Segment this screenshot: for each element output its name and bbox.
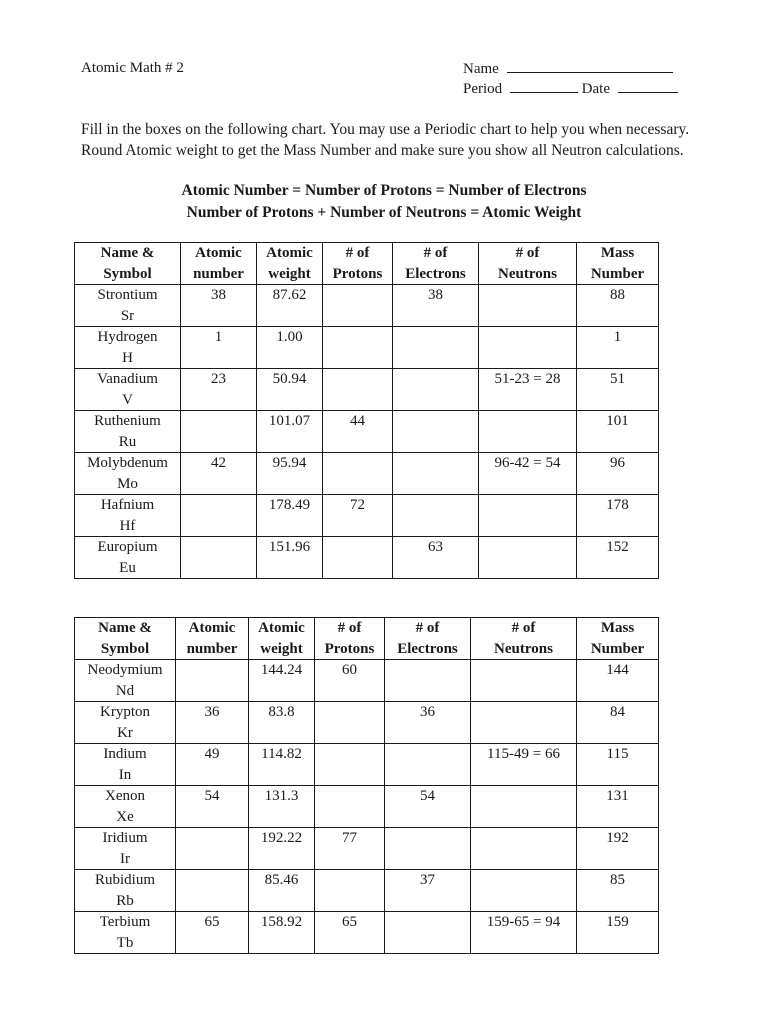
table-row <box>75 702 659 744</box>
cell-mass-number: 1 <box>577 327 659 369</box>
cell-name-symbol <box>75 660 176 702</box>
cell-mass-number: 178 <box>577 495 659 537</box>
table-row <box>75 870 659 912</box>
element-name: Hydrogen <box>97 329 158 345</box>
cell-name-symbol <box>75 912 176 954</box>
column-header-atomic-weight <box>249 618 315 660</box>
cell-protons[interactable] <box>323 327 393 369</box>
column-header-line: number <box>193 265 244 282</box>
cell-electrons[interactable] <box>393 411 479 453</box>
column-header-line: # of <box>423 245 448 261</box>
cell-atomic-number: 38 <box>181 285 257 327</box>
element-symbol: Ru <box>118 433 137 450</box>
cell-atomic-number[interactable] <box>176 828 249 870</box>
cell-neutrons[interactable] <box>479 537 577 579</box>
element-symbol: Rb <box>116 892 134 909</box>
cell-electrons[interactable] <box>385 912 471 954</box>
cell-protons[interactable] <box>323 453 393 495</box>
cell-name-symbol <box>75 537 181 579</box>
element-name: Europium <box>97 539 158 555</box>
table-row <box>75 327 659 369</box>
cell-neutrons: 115-49 = 66 <box>471 744 577 786</box>
cell-name-symbol <box>75 828 176 870</box>
cell-atomic-weight: 144.24 <box>249 660 315 702</box>
cell-atomic-number[interactable] <box>181 537 257 579</box>
table-row <box>75 537 659 579</box>
cell-electrons[interactable] <box>385 744 471 786</box>
cell-protons[interactable] <box>323 285 393 327</box>
cell-atomic-number: 1 <box>181 327 257 369</box>
table-row <box>75 411 659 453</box>
element-name: Ruthenium <box>94 413 161 429</box>
column-header-line: weight <box>260 640 303 657</box>
column-header-line: Number <box>590 265 645 282</box>
cell-electrons: 36 <box>385 702 471 744</box>
column-header-line: # of <box>511 620 536 636</box>
cell-name-symbol <box>75 285 181 327</box>
cell-neutrons: 51-23 = 28 <box>479 369 577 411</box>
column-header-line: Atomic <box>195 245 242 261</box>
element-name: Rubidium <box>94 872 155 888</box>
table-row <box>75 744 659 786</box>
element-name: Krypton <box>100 704 150 720</box>
element-name: Molybdenum <box>87 455 168 471</box>
cell-name-symbol <box>75 786 176 828</box>
column-header-line: Neutrons <box>498 265 557 282</box>
column-header-atomic-number <box>181 243 257 285</box>
column-header-neutrons <box>479 243 577 285</box>
element-symbol: Eu <box>119 559 136 576</box>
cell-protons: 77 <box>315 828 385 870</box>
cell-mass-number: 51 <box>577 369 659 411</box>
column-header-protons <box>323 243 393 285</box>
column-header-line: Number <box>590 640 645 657</box>
cell-electrons: 38 <box>393 285 479 327</box>
cell-neutrons[interactable] <box>479 495 577 537</box>
cell-atomic-weight: 178.49 <box>257 495 323 537</box>
cell-mass-number: 84 <box>577 702 659 744</box>
date-label: Date <box>581 81 610 97</box>
element-name: Neodymium <box>87 662 163 678</box>
column-header-mass-number <box>577 243 659 285</box>
cell-atomic-number: 54 <box>176 786 249 828</box>
cell-electrons[interactable] <box>393 495 479 537</box>
element-chart-2 <box>74 617 659 954</box>
column-header-line: # of <box>337 620 362 636</box>
cell-atomic-weight: 95.94 <box>257 453 323 495</box>
cell-protons[interactable] <box>323 369 393 411</box>
cell-neutrons[interactable] <box>471 828 577 870</box>
cell-protons[interactable] <box>315 744 385 786</box>
column-header-line: Name & <box>100 245 155 261</box>
table-row <box>75 786 659 828</box>
element-symbol: Sr <box>120 307 135 324</box>
table-row <box>75 453 659 495</box>
worksheet-title: Atomic Math # 2 <box>81 60 184 76</box>
cell-protons[interactable] <box>315 786 385 828</box>
cell-electrons: 63 <box>393 537 479 579</box>
cell-atomic-weight: 1.00 <box>257 327 323 369</box>
cell-mass-number: 144 <box>577 660 659 702</box>
cell-protons: 60 <box>315 660 385 702</box>
column-header-line: Mass <box>600 245 635 261</box>
element-symbol: Tb <box>116 934 134 951</box>
period-blank[interactable] <box>510 78 578 93</box>
element-symbol: Ir <box>120 850 130 867</box>
cell-protons: 44 <box>323 411 393 453</box>
cell-atomic-weight: 87.62 <box>257 285 323 327</box>
table-header-row <box>75 243 659 285</box>
table-row <box>75 285 659 327</box>
cell-atomic-number[interactable] <box>176 870 249 912</box>
cell-atomic-weight: 83.8 <box>249 702 315 744</box>
column-header-line: Name & <box>98 620 152 636</box>
formula-atomic-weight: Number of Protons + Number of Neutrons = Atomic Weight <box>186 204 582 221</box>
column-header-name-symbol <box>75 243 181 285</box>
element-name: Strontium <box>97 287 158 303</box>
cell-atomic-weight: 131.3 <box>249 786 315 828</box>
cell-name-symbol <box>75 744 176 786</box>
column-header-line: Mass <box>600 620 635 636</box>
element-name: Terbium <box>99 914 151 930</box>
cell-name-symbol <box>75 369 181 411</box>
cell-mass-number: 85 <box>577 870 659 912</box>
column-header-line: Atomic <box>188 620 236 636</box>
cell-atomic-weight: 158.92 <box>249 912 315 954</box>
table-row <box>75 828 659 870</box>
cell-neutrons: 159-65 = 94 <box>471 912 577 954</box>
element-symbol: In <box>118 766 132 783</box>
name-label: Name <box>463 61 499 77</box>
formula-atomic-number: Atomic Number = Number of Protons = Number of Electrons <box>181 182 587 199</box>
table-body <box>75 285 659 579</box>
cell-neutrons[interactable] <box>471 660 577 702</box>
column-header-atomic-number <box>176 618 249 660</box>
cell-mass-number: 159 <box>577 912 659 954</box>
table-body <box>75 660 659 954</box>
table-row <box>75 912 659 954</box>
cell-name-symbol <box>75 870 176 912</box>
cell-electrons[interactable] <box>393 453 479 495</box>
element-name: Xenon <box>105 788 145 804</box>
cell-electrons: 37 <box>385 870 471 912</box>
column-header-line: Atomic <box>266 245 313 261</box>
cell-name-symbol <box>75 327 181 369</box>
cell-protons: 72 <box>323 495 393 537</box>
column-header-line: Protons <box>332 265 383 282</box>
cell-atomic-weight: 114.82 <box>249 744 315 786</box>
element-symbol: V <box>122 391 133 408</box>
cell-neutrons[interactable] <box>479 327 577 369</box>
cell-atomic-number: 23 <box>181 369 257 411</box>
cell-neutrons: 96-42 = 54 <box>479 453 577 495</box>
cell-atomic-number[interactable] <box>181 411 257 453</box>
table-header-row <box>75 618 659 660</box>
instructions: Fill in the boxes on the following chart. You may use a Periodic chart to help you when necessary. Round Atomic weight to get the Mass Number and make sure you show all Neutron calculations. <box>81 121 690 159</box>
cell-atomic-weight: 192.22 <box>249 828 315 870</box>
cell-mass-number: 101 <box>577 411 659 453</box>
cell-name-symbol <box>75 411 181 453</box>
column-header-protons <box>315 618 385 660</box>
column-header-electrons <box>385 618 471 660</box>
column-header-line: weight <box>268 265 311 282</box>
cell-neutrons[interactable] <box>479 285 577 327</box>
cell-mass-number: 96 <box>577 453 659 495</box>
cell-protons: 65 <box>315 912 385 954</box>
cell-neutrons[interactable] <box>471 786 577 828</box>
cell-atomic-weight: 85.46 <box>249 870 315 912</box>
column-header-line: # of <box>345 245 370 261</box>
period-date-field <box>463 78 678 99</box>
cell-mass-number: 88 <box>577 285 659 327</box>
cell-electrons[interactable] <box>393 327 479 369</box>
column-header-line: Neutrons <box>494 640 553 657</box>
column-header-electrons <box>393 243 479 285</box>
cell-electrons: 54 <box>385 786 471 828</box>
cell-atomic-weight: 101.07 <box>257 411 323 453</box>
cell-atomic-number: 42 <box>181 453 257 495</box>
element-symbol: Mo <box>117 475 138 492</box>
cell-protons[interactable] <box>315 702 385 744</box>
cell-atomic-number: 65 <box>176 912 249 954</box>
period-label: Period <box>463 81 503 97</box>
cell-mass-number: 192 <box>577 828 659 870</box>
column-header-line: number <box>186 640 238 657</box>
date-blank[interactable] <box>618 78 678 93</box>
cell-mass-number: 115 <box>577 744 659 786</box>
cell-electrons[interactable] <box>385 660 471 702</box>
table-row <box>75 495 659 537</box>
element-chart-1 <box>74 242 659 579</box>
column-header-line: Electrons <box>405 265 466 282</box>
cell-name-symbol <box>75 495 181 537</box>
name-blank[interactable] <box>507 58 673 73</box>
cell-atomic-number: 36 <box>176 702 249 744</box>
column-header-neutrons <box>471 618 577 660</box>
table-row <box>75 660 659 702</box>
element-symbol: Hf <box>119 517 136 534</box>
element-symbol: H <box>122 349 133 366</box>
element-symbol: Kr <box>117 724 133 741</box>
cell-atomic-number[interactable] <box>176 660 249 702</box>
cell-electrons[interactable] <box>385 828 471 870</box>
column-header-line: # of <box>515 245 540 261</box>
column-header-line: Protons <box>324 640 375 657</box>
column-header-atomic-weight <box>257 243 323 285</box>
cell-protons[interactable] <box>323 537 393 579</box>
element-name: Iridium <box>102 830 148 846</box>
cell-mass-number: 131 <box>577 786 659 828</box>
name-field <box>463 58 673 79</box>
cell-neutrons[interactable] <box>479 411 577 453</box>
column-header-line: # of <box>415 620 440 636</box>
cell-atomic-number[interactable] <box>181 495 257 537</box>
cell-atomic-number: 49 <box>176 744 249 786</box>
cell-atomic-weight: 50.94 <box>257 369 323 411</box>
cell-name-symbol <box>75 453 181 495</box>
cell-protons[interactable] <box>315 870 385 912</box>
cell-atomic-weight: 151.96 <box>257 537 323 579</box>
cell-neutrons[interactable] <box>471 702 577 744</box>
column-header-line: Atomic <box>258 620 305 636</box>
column-header-mass-number <box>577 618 659 660</box>
column-header-line: Symbol <box>100 640 150 657</box>
element-name: Vanadium <box>97 371 158 387</box>
cell-name-symbol <box>75 702 176 744</box>
cell-neutrons[interactable] <box>471 870 577 912</box>
element-name: Hafnium <box>100 497 155 513</box>
element-name: Indium <box>103 746 147 762</box>
element-symbol: Xe <box>116 808 134 825</box>
column-header-name-symbol <box>75 618 176 660</box>
column-header-line: Symbol <box>103 265 152 282</box>
cell-electrons[interactable] <box>393 369 479 411</box>
column-header-line: Electrons <box>397 640 458 657</box>
element-symbol: Nd <box>115 682 135 699</box>
cell-mass-number: 152 <box>577 537 659 579</box>
table-row <box>75 369 659 411</box>
